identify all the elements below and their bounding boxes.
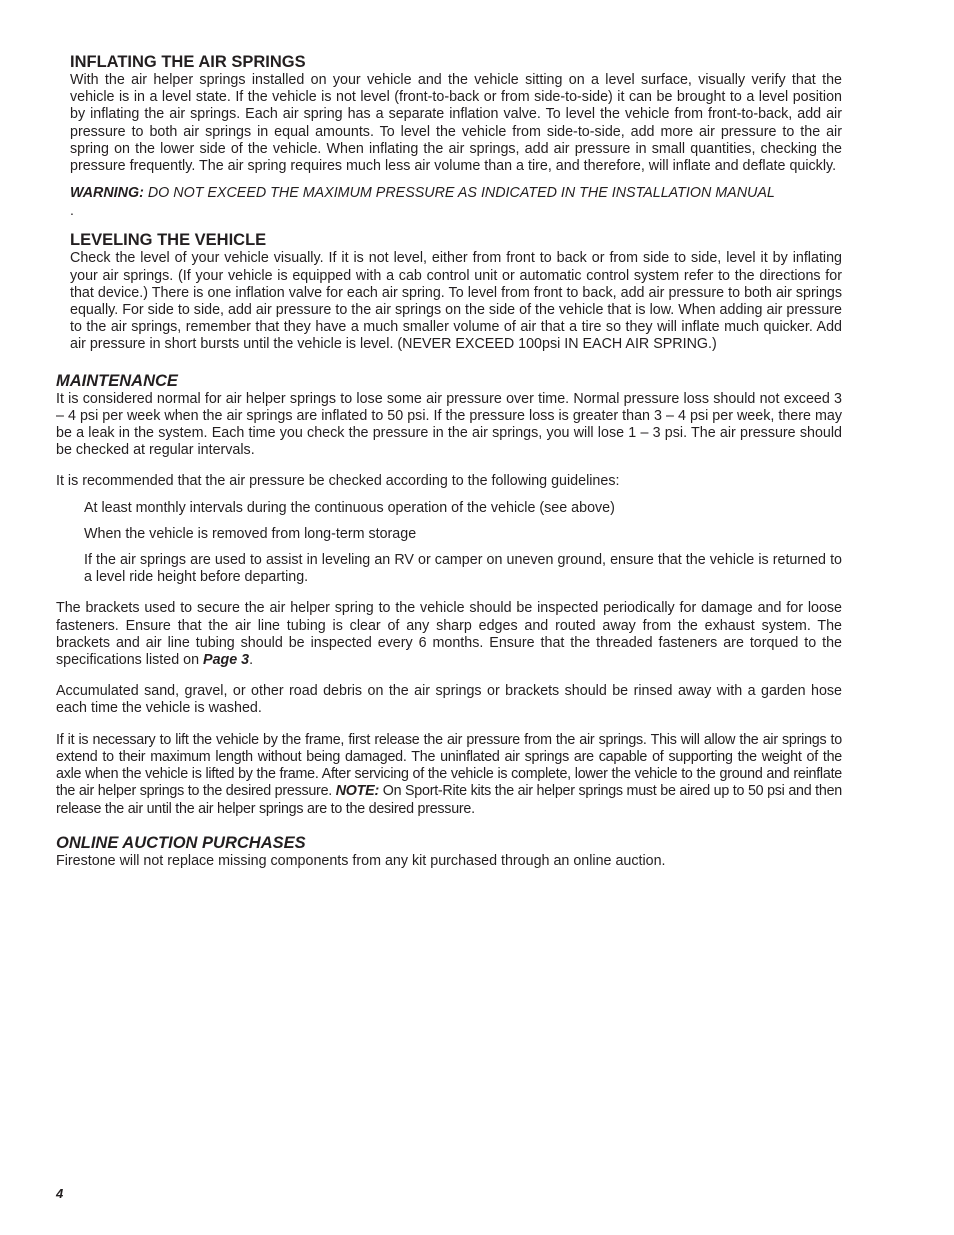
list-item: When the vehicle is removed from long-term storage	[84, 525, 417, 542]
warning-label: WARNING:	[70, 185, 144, 202]
lifting-text: If it is necessary to lift the vehicle by the frame, first release the air pressure from the air springs. This will allow the air springs to extend to their maximum length without being damaged. The uninflated air springs are capable of supporting the weight of the axle when the vehicle is lifted by the frame. After servicing of the vehicle is complete, lower the vehicle to the ground and reinflate the air helper springs to the desired pressure.	[56, 731, 842, 800]
page-reference: Page 3	[203, 652, 250, 669]
paragraph-lifting	[56, 732, 842, 818]
paragraph-guidelines-intro: It is recommended that the air pressure be checked according to the following guidelines:	[56, 473, 620, 490]
heading-leveling: LEVELING THE VEHICLE	[70, 231, 267, 250]
list-item: At least monthly intervals during the continuous operation of the vehicle (see above)	[84, 499, 615, 516]
warning-trailer: .	[70, 202, 74, 219]
page-number: 4	[56, 1186, 64, 1201]
paragraph-debris: Accumulated sand, gravel, or other road debris on the air springs or brackets should be rinsed away with a garden hose each time the vehicle is washed.	[56, 683, 842, 717]
paragraph-inflating: With the air helper springs installed on your vehicle and the vehicle sitting on a level surface, visually verify that the vehicle is in a level state. If the vehicle is not level (front-to-back or from side-to-side) it can be brought to a level position by inflating the air springs. Each air spring has a separate inflation valve. To level the vehicle from front-to-back, add air pressure to both air springs in equal amounts. To level the vehicle from side-to-side, add more air pressure to the air spring on the lower side of the vehicle. When inflating the air springs, add air pressure in small quantities, checking the pressure frequently. The air spring requires much less air volume than a tire, and therefore, will inflate and deflate quickly.	[70, 72, 842, 175]
section-inflating	[56, 52, 842, 218]
paragraph-online-auction: Firestone will not replace missing components from any kit purchased through an online auction.	[56, 852, 666, 869]
section-leveling	[56, 230, 842, 353]
section-online-auction	[56, 833, 842, 870]
heading-online-auction: ONLINE AUCTION PURCHASES	[56, 833, 306, 852]
heading-maintenance: MAINTENANCE	[56, 371, 178, 390]
page-content	[56, 52, 842, 870]
section-maintenance	[56, 371, 842, 818]
paragraph-brackets	[56, 600, 842, 669]
note-text: On Sport-Rite kits the air helper springs must be aired up to 50 psi and then release the air until the air helper springs are to the desired pressure.	[56, 783, 842, 817]
guidelines-list	[56, 500, 842, 587]
brackets-text: The brackets used to secure the air helper spring to the vehicle should be inspected periodically for damage and for loose fasteners. Ensure that the air line tubing is clear of any sharp edges and routed away from the exhaust system. The brackets and air line tubing should be inspected every 6 months. Ensure that the threaded fasteners are torqued to the specifications listed on	[56, 600, 842, 669]
warning-text: DO NOT EXCEED THE MAXIMUM PRESSURE AS INDICATED IN THE INSTALLATION MANUAL	[143, 185, 775, 202]
list-item: If the air springs are used to assist in leveling an RV or camper on uneven ground, ensure that the vehicle is returned to a level ride height before departing.	[84, 552, 842, 586]
warning-note	[70, 185, 842, 202]
heading-inflating: INFLATING THE AIR SPRINGS	[70, 53, 306, 71]
note-label: NOTE:	[335, 783, 379, 800]
brackets-end: .	[249, 652, 254, 669]
paragraph-leveling: Check the level of your vehicle visually. If it is not level, either from front to back or from side to side, level it by inflating your air springs. (If your vehicle is equipped with a cab control unit or automatic control system refer to the directions for that device.) There is one inflation valve for each air spring. To level from front to back, add air pressure to both air springs equally. For side to side, add air pressure to the air springs on the side of the vehicle that is low. When adding air pressure to the air springs, remember that they have a much smaller volume of air that a tire so they will inflate much quicker. Add air pressure in short bursts until the vehicle is level. (NEVER EXCEED 100psi IN EACH AIR SPRING.)	[70, 250, 842, 353]
paragraph-pressure-loss: It is considered normal for air helper springs to lose some air pressure over time. Normal pressure loss should not exceed 3 – 4 psi per week when the air springs are inflated to 50 psi. If the pressure loss is greater than 3 – 4 psi per week, there may be a leak in the system. Each time you check the pressure in the air springs, you will lose 1 – 3 psi. The air pressure should be checked at regular intervals.	[56, 390, 842, 459]
